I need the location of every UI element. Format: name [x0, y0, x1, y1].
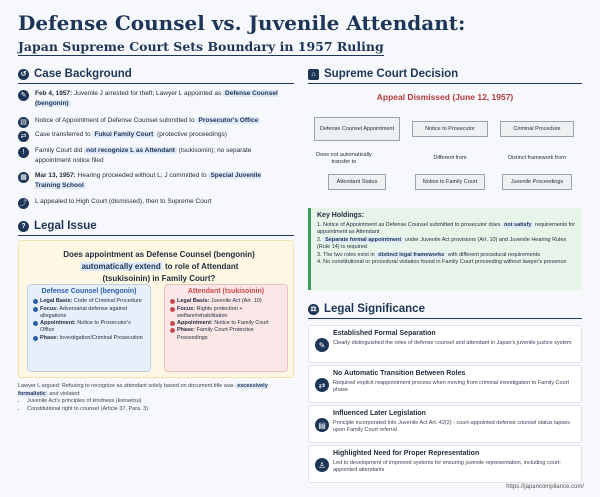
calendar-icon: ▦: [18, 172, 29, 183]
list-item: • Constitutional right to counsel (Article 37, Para. 3): [27, 406, 286, 414]
significance-card: ▤ Influenced Later Legislation Principle incorporated into Juvenile Act Art. 42(2) - court-appointed defense counsel status lapses upon Family Court referral: [308, 405, 582, 443]
flow-label: Different from: [433, 155, 467, 161]
scales-icon: ⚖: [308, 304, 319, 315]
case-background-heading: ↺ Case Background: [18, 68, 132, 80]
issue-question: Does appointment as Defense Counsel (bengonin) automatically extend to role of Attendant (tsukisoinin) in Family Court?: [63, 250, 255, 283]
footer-url[interactable]: https://japancompliance.com/: [506, 484, 584, 490]
legal-issue-heading: ? Legal Issue: [18, 220, 97, 232]
timeline-item: ⇄ Case transferred to Fukui Family Court (protective proceedings): [18, 130, 280, 142]
defense-counsel-card: Defense Counsel (bengonin) Legal Basis: Code of Criminal Procedure Focus: Adversarial defense against allegations Appointment: Notice to Prosecutor's Office Phase: Investigation/Criminal Prosecution: [27, 284, 151, 372]
check-icon: [170, 328, 175, 333]
flow-box: Attendant Status: [328, 174, 386, 190]
holding-item: 3. The two roles exist in distinct legal frameworks with different procedural requirements: [317, 251, 540, 258]
flow-label: Does not automatically transfer to: [316, 152, 372, 165]
gavel-icon: ✎: [315, 338, 329, 352]
divider: [308, 83, 582, 84]
legal-issue-box: [18, 240, 294, 378]
check-icon: [33, 299, 38, 304]
check-icon: [33, 336, 38, 341]
significance-heading: ⚖ Legal Significance: [308, 303, 425, 315]
question-icon: ?: [18, 221, 29, 232]
history-icon: ↺: [18, 69, 29, 80]
book-icon: ▤: [315, 418, 329, 432]
timeline-item: ▤ Notice of Appointment of Defense Counsel submitted to Prosecutor's Office: [18, 116, 280, 128]
timeline-item: ! Family Court did not recognize L as Attendant (tsukisoinin); no separate appointment notice filed: [18, 146, 280, 165]
flow-box: Juvenile Proceedings: [502, 174, 572, 190]
check-icon: [33, 307, 38, 312]
holding-item: 2. Separate formal appointment under Juvenile Act provisions (Art. 10) and Juvenile Hearing Rules (Rule 14) is required: [317, 236, 567, 250]
flow-label: Distinct framework from: [508, 155, 566, 161]
gavel-icon: ✎: [18, 90, 29, 101]
check-icon: [170, 307, 175, 312]
attendant-card: Attendant (tsukisoinin) Legal Basis: Juvenile Act (Art. 10) Focus: Rights protection + welfare/rehabilitation Appointment: Notice to Family Court Phase: Family Court Protective Proceedings: [164, 284, 288, 372]
list-item: • Juvenile Act's principles of kindness (konsetsu): [27, 398, 286, 406]
significance-card: ♙ Highlighted Need for Proper Representation Led to development of improved systems for ensuring juvenile representation, including court-appointed attendants: [308, 445, 582, 483]
transfer-icon: ⇄: [18, 131, 29, 142]
argument-note: Lawyer L argued: Refusing to recognize as attendant solely based on document title was excessively formalistic and violated: • Juvenile Act's principles of kindness (konsetsu) • Constitutional right to counsel (Article 37, Para. 3): [18, 383, 286, 413]
appeal-icon: ⤴: [18, 198, 29, 209]
key-holdings: Key Holdings: 1. Notice of Appointment as Defense Counsel submitted to prosecutor does not satisfy requirements for appointment as Attendant 2. Separate formal appointment under Juvenile Act provisions (Art. 10) and Juvenile Hearing Rules (Rule 14) is required 3. The two roles exist in distinct legal frameworks with different procedural requirements 4. No constitutional or procedural violation found in Family Court proceeding without lawyer's presence: [308, 208, 582, 290]
decision-title: Appeal Dismissed (June 12, 1957): [376, 92, 514, 102]
exchange-icon: ⇄: [315, 378, 329, 392]
flow-box: Criminal Procedure: [500, 121, 574, 137]
page-subtitle: Japan Supreme Court Sets Boundary in 1957 Ruling: [18, 39, 384, 54]
flow-box: Notice to Family Court: [415, 174, 485, 190]
check-icon: [170, 299, 175, 304]
page-title: Defense Counsel vs. Juvenile Attendant:: [18, 11, 466, 35]
significance-card: ✎ Established Formal Separation Clearly distinguished the roles of defense counsel and attendant in Japan's juvenile justice system: [308, 325, 582, 363]
holding-item: 1. Notice of Appointment as Defense Counsel submitted to prosecutor does not satisfy requirements for appointment as Attendant: [317, 221, 576, 235]
timeline-item: ✎ Feb 4, 1957: Juvenile J arrested for theft; Lawyer L appointed as Defense Counsel (bengonin): [18, 89, 280, 108]
timeline-item: ⤴ L appealed to High Court (dismissed), then to Supreme Court: [18, 197, 280, 209]
alert-icon: !: [18, 147, 29, 158]
flow-box: Defense Counsel Appointment: [314, 117, 400, 141]
divider: [18, 235, 294, 236]
divider: [18, 83, 294, 84]
timeline-item: ▦ Mar 13, 1957: Hearing proceeded without L; J committed to Special Juvenile Training School: [18, 171, 280, 190]
check-icon: [170, 321, 175, 326]
decision-heading: ⌂ Supreme Court Decision: [308, 68, 458, 80]
holding-item: 4. No constitutional or procedural violation found in Family Court proceeding without lawyer's presence: [317, 259, 567, 265]
user-shield-icon: ♙: [315, 458, 329, 472]
document-icon: ▤: [18, 117, 29, 128]
flow-box: Notice to Prosecutor: [412, 121, 488, 137]
check-icon: [33, 321, 38, 326]
divider: [308, 318, 582, 319]
significance-card: ⇄ No Automatic Transition Between Roles Required explicit reappointment process when moving from criminal investigation to Family Court phase: [308, 365, 582, 403]
courthouse-icon: ⌂: [308, 69, 319, 80]
